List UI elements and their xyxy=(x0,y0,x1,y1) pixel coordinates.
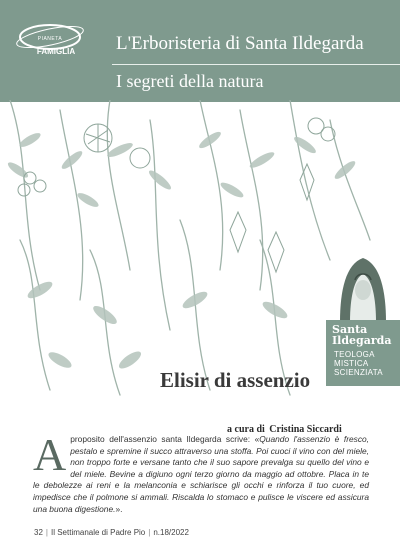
column-subtitle: I segreti della natura xyxy=(116,71,264,91)
logo-bottom-text: FAMIGLIA xyxy=(36,47,76,56)
header-divider xyxy=(112,64,400,65)
article-title: Elisir di assenzio xyxy=(160,368,311,392)
drop-cap: A xyxy=(33,429,67,480)
issue-number: n.18/2022 xyxy=(153,528,189,537)
descriptor-scientist: SCIENZIATA xyxy=(334,368,383,377)
publication-name: Il Settimanale di Padre Pio xyxy=(50,528,146,537)
article-closing: ». xyxy=(115,503,123,514)
page-footer xyxy=(34,528,189,537)
byline-author: Cristina Siccardi xyxy=(269,424,342,435)
footer-separator: | xyxy=(148,528,151,537)
column-title: L'Erboristeria di Santa Ildegarda xyxy=(116,33,364,54)
pianeta-famiglia-logo xyxy=(14,20,90,60)
descriptor-mystic: MISTICA xyxy=(334,359,369,368)
header-band xyxy=(0,0,400,102)
footer-separator: | xyxy=(45,528,48,537)
saint-name xyxy=(332,324,398,346)
logo-top-text: PIANETA xyxy=(37,36,63,42)
saint-badge xyxy=(326,250,400,386)
saint-descriptors xyxy=(334,350,398,377)
byline-prefix: a cura di xyxy=(227,424,265,435)
saint-portrait xyxy=(332,250,394,322)
saint-name-line1: Santa xyxy=(332,323,368,336)
descriptor-theologian: TEOLOGA xyxy=(334,350,375,359)
saint-name-line2: Ildegarda xyxy=(332,334,392,347)
page-number: 32 xyxy=(34,528,43,537)
article-quote: Quando l'assenzio è fresco, pestalo e spremine il succo attraverso una stoffa. Poi cuoci il vino con del miele, non troppo forte e versane tanto che il suo sapore prevalga su quello del vino e del miele. Bevine a digiuno ogni terzo giorno da maggio ad ottobre. Placa in te le debolezze ai reni e la melanconia e schiarisce gli occhi e rinforza il tuo cuore, ed impedisce che il polmone si ammali. Riscalda lo stomaco e pulisce le viscere ed assicura una buona digestione. xyxy=(33,434,369,514)
article-lead: proposito dell'assenzio santa Ildegarda scrive: « xyxy=(70,434,260,444)
